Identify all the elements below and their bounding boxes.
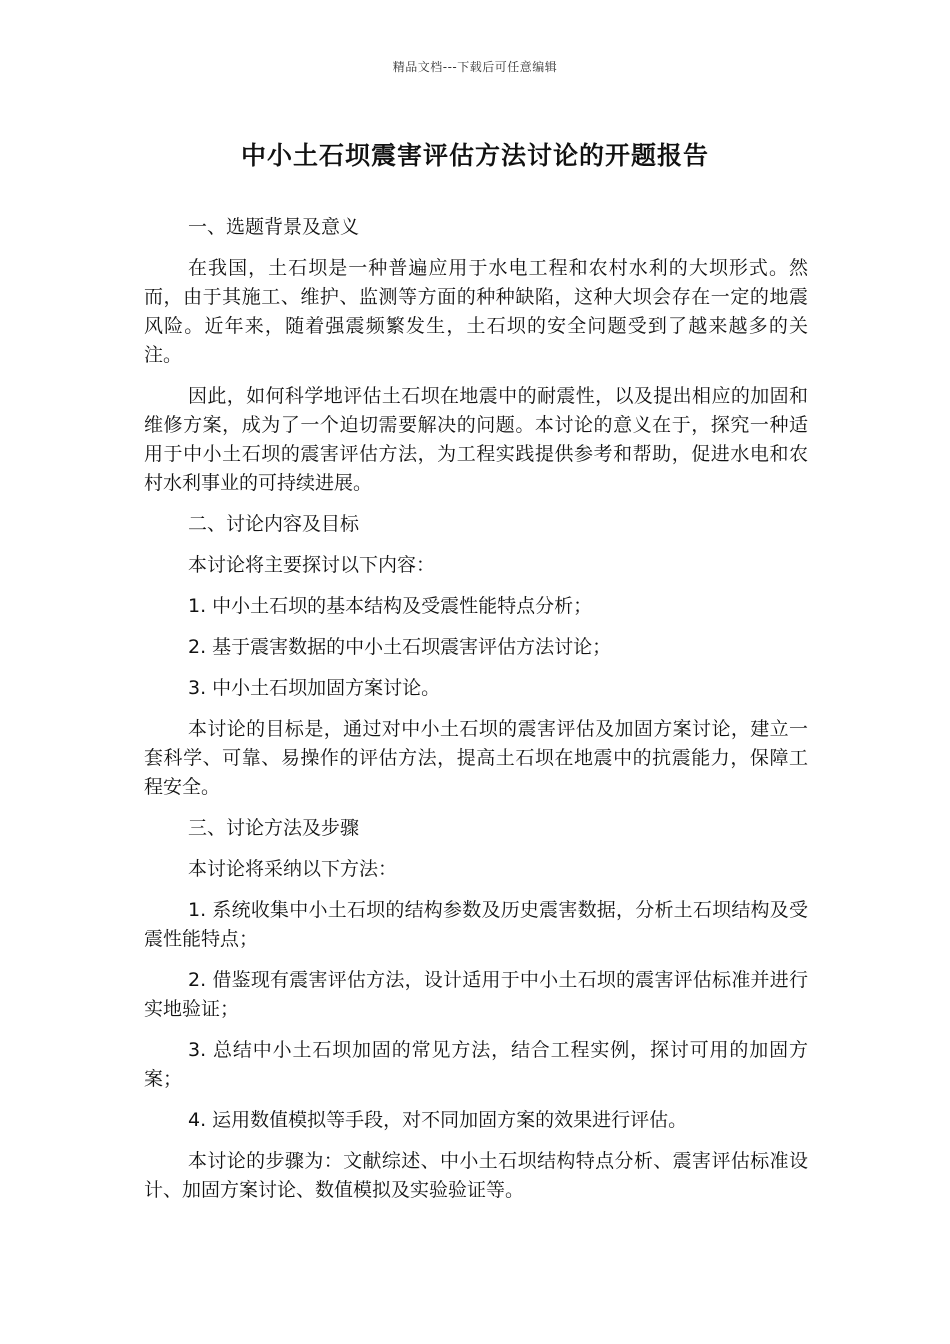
document-body bbox=[144, 213, 808, 1217]
list-item-content-2: 2. 基于震害数据的中小土石坝震害评估方法讨论； bbox=[188, 636, 612, 658]
list-item-method-1: 1. 系统收集中小土石坝的结构参数及历史震害数据，分析土石坝结构及受震性能特点； bbox=[144, 899, 808, 950]
paragraph-method-intro: 本讨论将采纳以下方法： bbox=[188, 858, 398, 880]
paragraph-background-2: 因此，如何科学地评估土石坝在地震中的耐震性，以及提出相应的加固和维修方案，成为了一个迫切需要解决的问题。本讨论的意义在于，探究一种适用于中小土石坝的震害评估方法，为工程实践提供参考和帮助，促进水电和农村水利事业的可持续进展。 bbox=[144, 385, 808, 494]
list-item-method-3: 3. 总结中小土石坝加固的常见方法，结合工程实例，探讨可用的加固方案； bbox=[144, 1039, 808, 1090]
paragraph-content-intro: 本讨论将主要探讨以下内容： bbox=[188, 554, 436, 576]
paragraph-goal: 本讨论的目标是，通过对中小土石坝的震害评估及加固方案讨论，建立一套科学、可靠、易操作的评估方法，提高土石坝在地震中的抗震能力，保障工程安全。 bbox=[144, 718, 808, 798]
section-heading-background: 一、选题背景及意义 bbox=[188, 216, 360, 238]
paragraph-background-1: 在我国，土石坝是一种普遍应用于水电工程和农村水利的大坝形式。然而，由于其施工、维护、监测等方面的种种缺陷，这种大坝会存在一定的地震风险。近年来，随着强震频繁发生，土石坝的安全问题受到了越来越多的关注。 bbox=[144, 257, 808, 366]
header-note: 精品文档---下载后可任意编辑 bbox=[392, 60, 558, 74]
list-item-content-1: 1. 中小土石坝的基本结构及受震性能特点分析； bbox=[188, 595, 593, 617]
list-item-content-3: 3. 中小土石坝加固方案讨论。 bbox=[188, 677, 441, 699]
section-heading-content: 二、讨论内容及目标 bbox=[188, 513, 360, 535]
list-item-method-4: 4. 运用数值模拟等手段，对不同加固方案的效果进行评估。 bbox=[188, 1109, 688, 1131]
paragraph-steps: 本讨论的步骤为：文献综述、中小土石坝结构特点分析、震害评估标准设计、加固方案讨论、数值模拟及实验验证等。 bbox=[144, 1150, 808, 1201]
section-heading-method: 三、讨论方法及步骤 bbox=[188, 817, 360, 839]
list-item-method-2: 2. 借鉴现有震害评估方法，设计适用于中小土石坝的震害评估标准并进行实地验证； bbox=[144, 969, 808, 1020]
document-title: 中小土石坝震害评估方法讨论的开题报告 bbox=[240, 141, 709, 170]
